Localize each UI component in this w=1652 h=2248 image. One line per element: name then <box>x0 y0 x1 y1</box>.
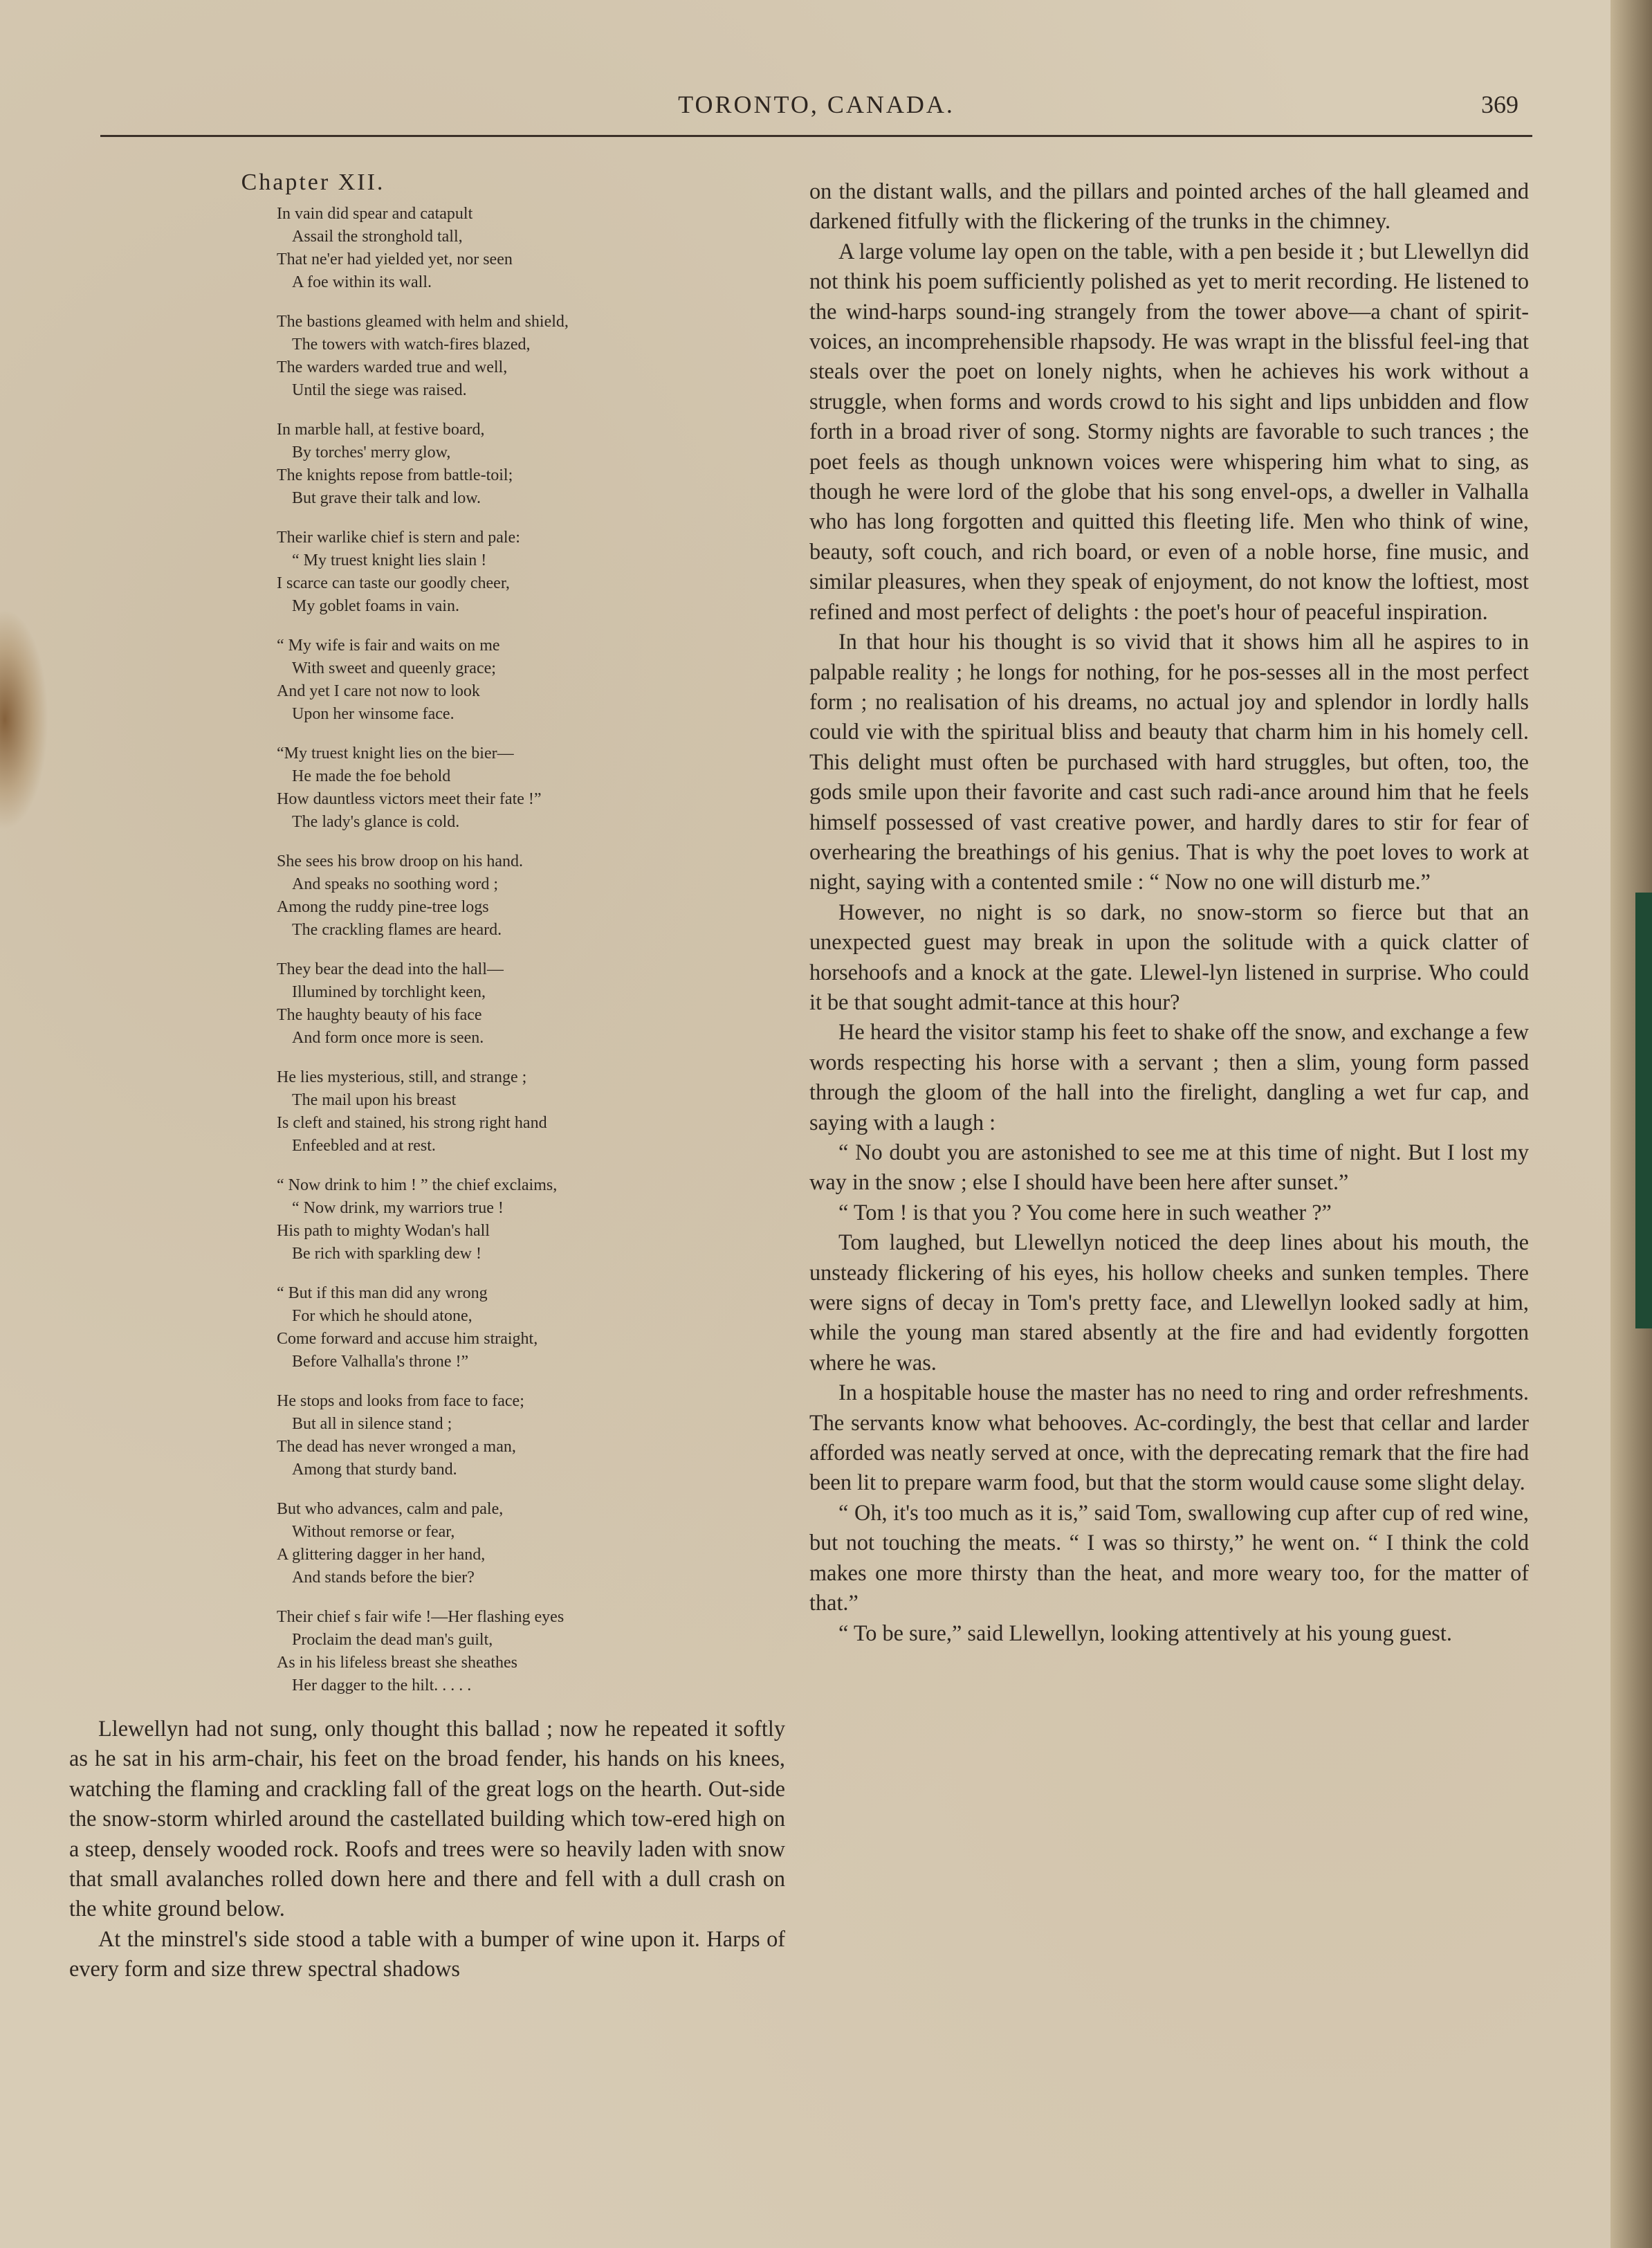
poem-line: The dead has never wronged a man, <box>277 1438 516 1456</box>
paper-stain <box>0 609 48 830</box>
poem-line: Among that sturdy band. <box>292 1461 457 1479</box>
poem-line: In vain did spear and catapult <box>277 205 473 223</box>
poem-line: That ne'er had yielded yet, nor seen <box>277 250 513 268</box>
poem-stanza <box>277 311 726 402</box>
poem-line: In marble hall, at festive board, <box>277 421 485 439</box>
poem-line: The mail upon his breast <box>292 1091 457 1109</box>
poem-line: Their chief s fair wife !—Her flashing eyes <box>277 1608 565 1626</box>
poem-line: Her dagger to the hilt. . . . . <box>292 1676 472 1694</box>
poem-line: Assail the stronghold tall, <box>292 228 463 246</box>
poem-line: His path to mighty Wodan's hall <box>277 1222 490 1240</box>
poem-line: “ My truest knight lies slain ! <box>292 551 487 569</box>
paragraph: At the minstrel's side stood a table with a bumper of wine upon it. Harps of every form and size threw spectral shadows <box>69 1926 785 1982</box>
header-rule <box>100 135 1532 137</box>
paragraph: He heard the visitor stamp his feet to shake off the snow, and exchange a few words respecting his horse with a servant ; then a slim, young form passed through the gloom of the hall into the firelight, dangling a wet fur cap, and saying with a laugh : <box>809 1019 1529 1135</box>
poem-stanza <box>277 1066 726 1158</box>
poem-line: He stops and looks from face to face; <box>277 1392 524 1410</box>
poem-line: The lady's glance is cold. <box>292 813 460 831</box>
poem-line: And speaks no soothing word ; <box>292 875 498 893</box>
left-prose <box>69 1714 785 1984</box>
poem-stanza <box>277 850 726 942</box>
poem-line: She sees his brow droop on his hand. <box>277 852 523 870</box>
poem-line: They bear the dead into the hall— <box>277 960 504 978</box>
poem-line: Upon her winsome face. <box>292 705 455 723</box>
poem-line: By torches' merry glow, <box>292 444 451 462</box>
poem-stanza <box>277 1390 726 1481</box>
paragraph: “ No doubt you are astonished to see me at this time of night. But I lost my way in the snow ; else I should have been here after sunset.” <box>809 1140 1529 1195</box>
poem-line: The warders warded true and well, <box>277 358 508 376</box>
chapter-title: Chapter XII. <box>241 170 385 195</box>
right-prose <box>809 176 1529 1648</box>
poem-stanza <box>277 1174 726 1265</box>
ballad-poem <box>277 203 726 1697</box>
poem-line: He lies mysterious, still, and strange ; <box>277 1068 527 1086</box>
poem-line: “My truest knight lies on the bier— <box>277 744 514 762</box>
paragraph: on the distant walls, and the pillars and pointed arches of the hall gleamed and darkened fitfully with the flickering of the trunks in the chimney. <box>809 179 1529 234</box>
poem-line: A glittering dagger in her hand, <box>277 1546 486 1564</box>
poem-line: My goblet foams in vain. <box>292 597 459 615</box>
poem-line: And yet I care not now to look <box>277 682 480 700</box>
poem-line: I scarce can taste our goodly cheer, <box>277 574 510 592</box>
poem-line: Is cleft and stained, his strong right hand <box>277 1114 547 1132</box>
poem-stanza <box>277 742 726 834</box>
poem-line: “ Now drink to him ! ” the chief exclaims, <box>277 1176 558 1194</box>
left-column <box>69 170 785 1984</box>
poem-line: The haughty beauty of his face <box>277 1006 482 1024</box>
poem-stanza <box>277 203 726 294</box>
poem-line: And stands before the bier? <box>292 1569 475 1587</box>
poem-line: Their warlike chief is stern and pale: <box>277 529 520 547</box>
poem-line: Until the siege was raised. <box>292 381 467 399</box>
paragraph: However, no night is so dark, no snow-storm so fierce but that an unexpected guest may break in upon the solitude with a quick clatter of horsehoofs and a knock at the gate. Llewel-lyn listened in surprise. Who could it be that sought admit-tance at this hour? <box>809 899 1529 1014</box>
poem-line: The knights repose from battle-toil; <box>277 466 513 484</box>
poem-line: The crackling flames are heard. <box>292 921 502 939</box>
poem-line: Among the ruddy pine-tree logs <box>277 898 489 916</box>
poem-stanza <box>277 1282 726 1373</box>
poem-line: “ But if this man did any wrong <box>277 1284 488 1302</box>
green-binding-strip <box>1635 893 1652 1328</box>
poem-line: But who advances, calm and pale, <box>277 1500 504 1518</box>
poem-stanza <box>277 1606 726 1697</box>
running-head: TORONTO, CANADA. <box>678 91 955 118</box>
poem-line: For which he should atone, <box>292 1307 472 1325</box>
poem-line: As in his lifeless breast she sheathes <box>277 1654 517 1672</box>
poem-line: He made the foe behold <box>292 767 451 785</box>
paragraph: In a hospitable house the master has no need to ring and order refreshments. The servants know what behooves. Ac-cordingly, the best that cellar and larder afforded was neatly served at once, with the deprecating remark that the fire had been lit to prepare warm food, but that the storm would cause some slight delay. <box>809 1380 1529 1495</box>
poem-stanza <box>277 1498 726 1589</box>
paragraph: In that hour his thought is so vivid that it shows him all he aspires to in palpable reality ; he longs for nothing, for he pos-sesses all in the most perfect form ; no realisation of his dreams, no actual joy and splendor in lordly halls could vie with the spiritual bliss and beauty that charm him in his homely cell. This delight must often be purchased with hard struggles, but often, too, the gods smile upon their favorite and cast such radi-ance around him that he feels himself possessed of vast creative power, and hardly dares to stir for fear of overhearing the breathings of his genius. That is why the poet loves to work at night, saying with a contented smile : “ Now no one will disturb me.” <box>809 629 1529 895</box>
poem-line: “ Now drink, my warriors true ! <box>292 1199 504 1217</box>
paragraph: Llewellyn had not sung, only thought this ballad ; now he repeated it softly as he sat in his arm-chair, his feet on the broad fender, his hands on his knees, watching the flaming and crackling fall of the great logs on the hearth. Out-side the snow-storm whirled around the castellated building which tow-ered high on a steep, densely wooded rock. Roofs and trees were so heavily laden with snow that small avalanches rolled down here and there and fell with a dull crash on the white ground below. <box>69 1716 785 1921</box>
poem-line: Without remorse or fear, <box>292 1523 455 1541</box>
poem-line: Proclaim the dead man's guilt, <box>292 1631 493 1649</box>
paragraph: “ To be sure,” said Llewellyn, looking attentively at his young guest. <box>838 1620 1452 1645</box>
poem-stanza <box>277 527 726 618</box>
poem-stanza <box>277 419 726 510</box>
poem-line: Before Valhalla's throne !” <box>292 1353 469 1371</box>
poem-line: Enfeebled and at rest. <box>292 1137 436 1155</box>
poem-line: “ My wife is fair and waits on me <box>277 637 500 655</box>
poem-line: And form once more is seen. <box>292 1029 484 1047</box>
poem-line: The bastions gleamed with helm and shield, <box>277 313 569 331</box>
poem-line: Come forward and accuse him straight, <box>277 1330 538 1348</box>
paragraph: A large volume lay open on the table, with a pen beside it ; but Llewellyn did not think his poem sufficiently polished as yet to merit recording. He listened to the wind-harps sound-ing strangely from the tower above—a chant of spirit-voices, an incomprehensible rhapsody. He was wrapt in the blissful feel-ing that steals over the poet on lonely nights, when he achieves his work without a struggle, when forms and words crowd to his sight and lips unbidden and flow forth in a broad river of song. Stormy nights are favorable to such trances ; the poet feels as though unknown voices were whispering him what to sing, as though he were lord of the globe that his song envel-ops, a dweller in Valhalla who has long forgotten and quitted this fleeting life. Men who think of wine, beauty, soft couch, and rich board, or even of a noble horse, fine music, and similar pleasures, when they speak of enjoyment, do not know the loftiest, most refined and most perfect of delights : the poet's hour of peaceful inspiration. <box>809 238 1529 624</box>
poem-line: But all in silence stand ; <box>292 1415 452 1433</box>
poem-line: The towers with watch-fires blazed, <box>292 336 531 354</box>
right-column <box>809 176 1529 1648</box>
page-header <box>100 90 1532 133</box>
poem-line: How dauntless victors meet their fate !” <box>277 790 542 808</box>
poem-stanza <box>277 634 726 726</box>
poem-line: But grave their talk and low. <box>292 489 481 507</box>
poem-stanza <box>277 958 726 1050</box>
poem-line: Be rich with sparkling dew ! <box>292 1245 481 1263</box>
poem-line: With sweet and queenly grace; <box>292 659 496 677</box>
paragraph: “ Oh, it's too much as it is,” said Tom, swallowing cup after cup of red wine, but not touching the meats. “ I was so thirsty,” he went on. “ I think the cold makes one more thirsty than the heat, and more weary too, for the matter of that.” <box>809 1499 1529 1616</box>
paragraph: Tom laughed, but Llewellyn noticed the deep lines about his mouth, the unsteady flickering of his eyes, his hollow cheeks and sunken temples. There were signs of decay in Tom's pretty face, and Llewellyn looked sadly at him, while the young man stared absently at the fire and had evidently forgotten where he was. <box>809 1230 1529 1375</box>
page-number: 369 <box>1481 91 1518 118</box>
poem-line: A foe within its wall. <box>292 273 432 291</box>
poem-line: Illumined by torchlight keen, <box>292 983 486 1001</box>
paragraph: “ Tom ! is that you ? You come here in such weather ?” <box>838 1199 1332 1225</box>
